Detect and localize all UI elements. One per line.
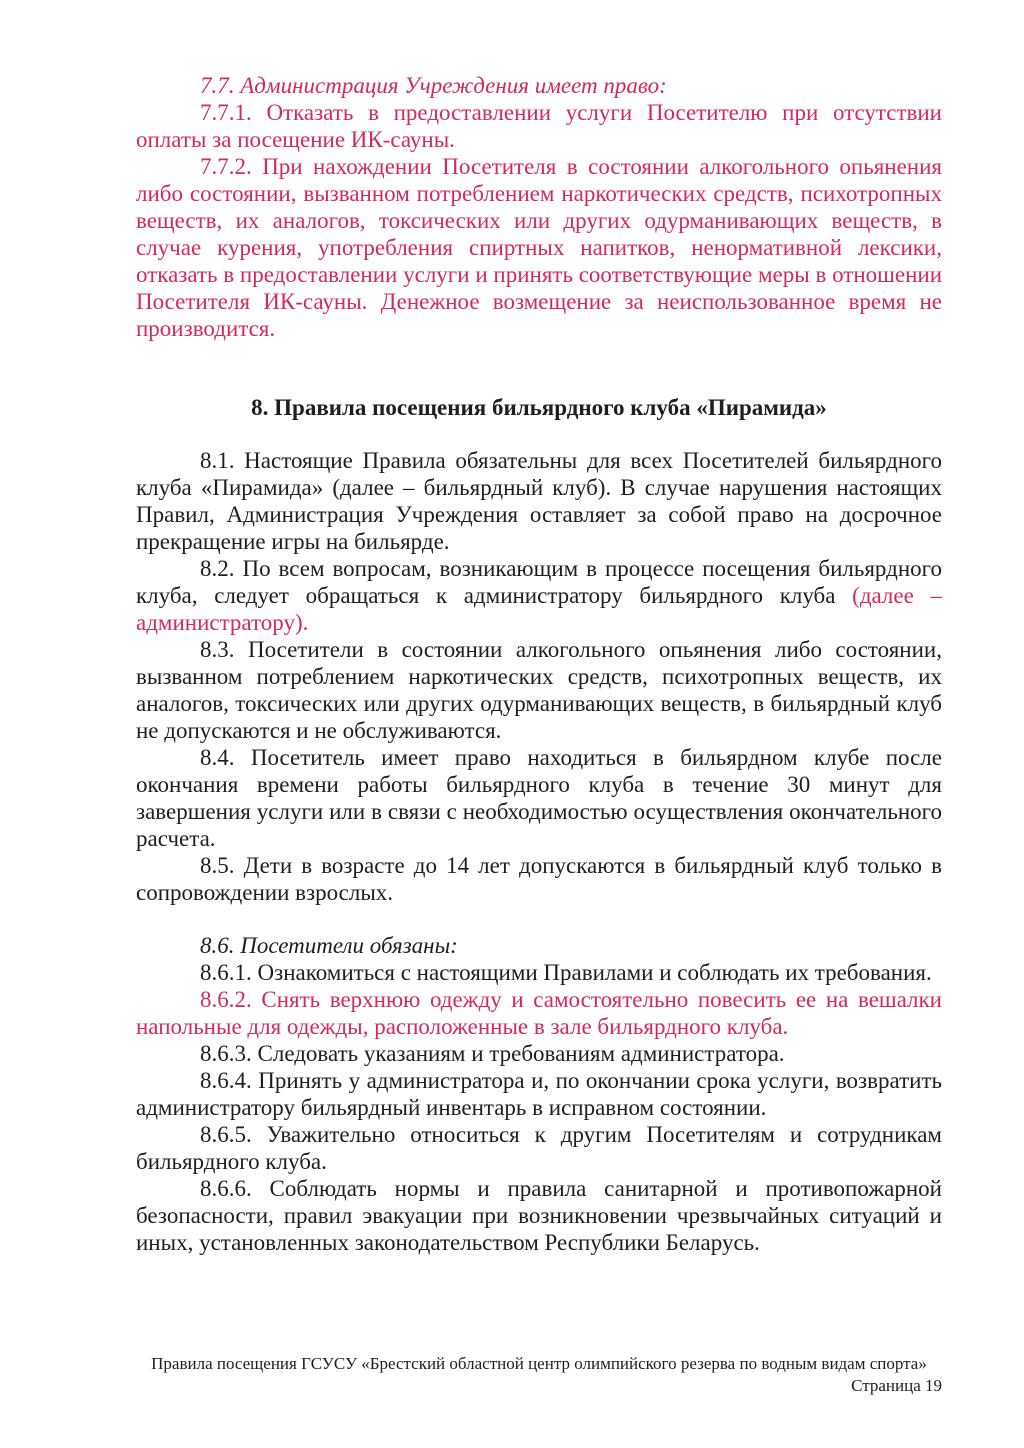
clause-7-7-1: 7.7.1. Отказать в предоставлении услуги Посетителю при отсутствии оплаты за посещение ИК-сауны. [136, 100, 942, 152]
clause-8-4: 8.4. Посетитель имеет право находиться в бильярдном клубе после окончания времени работы бильярдного клуба в течение 30 минут для завершения услуги или в связи с необходимостью осуществления окончательного расчета. [136, 745, 942, 851]
clause-8-5: 8.5. Дети в возрасте до 14 лет допускаются в бильярдный клуб только в сопровождении взрослых. [136, 853, 942, 905]
footer-document-title: Правила посещения ГСУСУ «Брестский областной центр олимпийского резерва по водным видам спорта» [151, 1354, 927, 1373]
clause-8-6-4: 8.6.4. Принять у администратора и, по окончании срока услуги, возвратить администратору бильярдный инвентарь в исправном состоянии. [136, 1068, 942, 1120]
footer-page-number: Страница 19 [851, 1376, 942, 1395]
page-footer [136, 1353, 942, 1397]
clause-7-7-2: 7.7.2. При нахождении Посетителя в состоянии алкогольного опьянения либо состоянии, вызванном потреблением наркотических средств, психотропных веществ, их аналогов, токсических или других одурманивающих веществ, в случае курения, употребления спиртных напитков, ненормативной лексики, отказать в предоставлении услуги и принять соответствующие меры в отношении Посетителя ИК-сауны. Денежное возмещение за неиспользованное время не производится. [136, 154, 942, 341]
document-page [136, 72, 942, 1256]
section-8-6-heading: 8.6. Посетители обязаны: [200, 933, 458, 958]
clause-8-6-2: 8.6.2. Снять верхнюю одежду и самостоятельно повесить ее на вешалки напольные для одежды, расположенные в зале бильярдного клуба. [136, 987, 942, 1039]
section-7-7-heading: 7.7. Администрация Учреждения имеет право: [200, 73, 667, 98]
section-8-title: 8. Правила посещения бильярдного клуба «Пирамида» [251, 395, 827, 420]
clause-8-6-6: 8.6.6. Соблюдать нормы и правила санитарной и противопожарной безопасности, правил эвакуации при возникновении чрезвычайных ситуаций и иных, установленных законодательством Республики Беларусь. [136, 1176, 942, 1255]
clause-8-2 [136, 555, 942, 636]
clause-8-3: 8.3. Посетители в состоянии алкогольного опьянения либо состоянии, вызванном потреблением наркотических средств, психотропных веществ, их аналогов, токсических или других одурманивающих веществ, в бильярдный клуб не допускаются и не обслуживаются. [136, 637, 942, 743]
clause-8-1: 8.1. Настоящие Правила обязательны для всех Посетителей бильярдного клуба «Пирамида» (далее – бильярдный клуб). В случае нарушения настоящих Правил, Администрация Учреждения оставляет за собой право на досрочное прекращение игры на бильярде. [136, 448, 942, 554]
clause-8-6-5: 8.6.5. Уважительно относиться к другим Посетителям и сотрудникам бильярдного клуба. [136, 1122, 942, 1174]
clause-8-2-highlight: (далее – администратору). [136, 583, 943, 635]
clause-8-2-text: 8.2. По всем вопросам, возникающим в процессе посещения бильярдного клуба, следует обращаться к администратору бильярдного клуба [136, 556, 942, 608]
clause-8-6-3: 8.6.3. Следовать указаниям и требованиям администратора. [200, 1041, 785, 1066]
clause-8-6-1: 8.6.1. Ознакомиться с настоящими Правилами и соблюдать их требования. [200, 960, 932, 985]
